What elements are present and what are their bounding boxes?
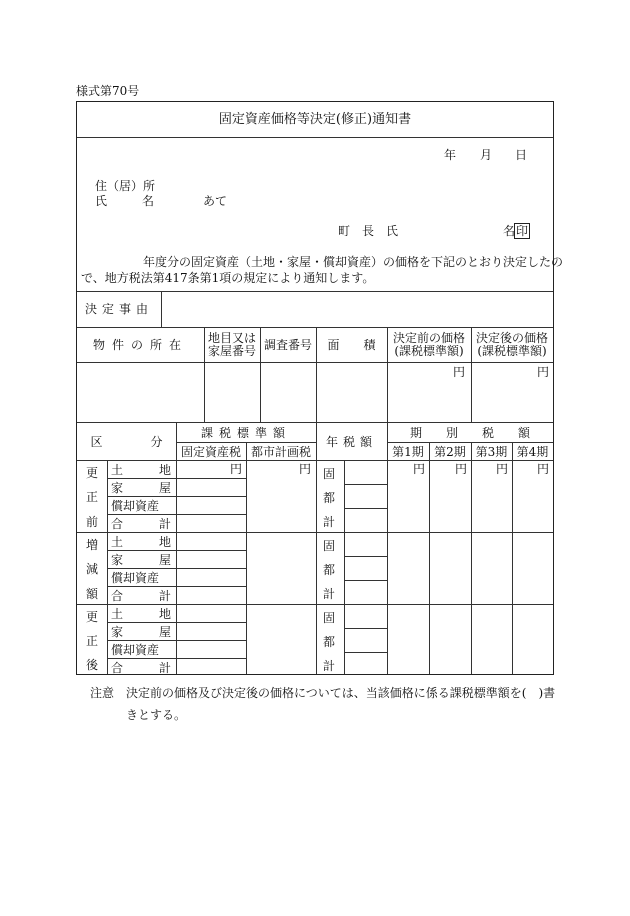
yen-city-tax: 円	[299, 462, 312, 476]
body-line-2: で、地方税法第417条第1項の規定により通知します。	[81, 271, 375, 285]
group-1-label-3: 前	[85, 515, 98, 529]
rule-group-2	[77, 604, 553, 605]
group-3-row-4: 合 計	[111, 661, 172, 675]
group-1-label-2: 正	[85, 490, 98, 504]
rule-prop-body	[77, 422, 553, 423]
group-3-row-3: 償却資産	[111, 643, 160, 657]
date-month: 月	[480, 148, 493, 162]
tax-base-header: 課税標準額	[200, 426, 291, 440]
group-2-label-1: 増	[85, 538, 98, 552]
fixed-tax-header: 固定資産税	[180, 445, 241, 459]
reason-label: 決定事由	[84, 302, 153, 316]
group-3-label-1: 更	[85, 610, 98, 624]
yen-after-price: 円	[537, 365, 550, 379]
group-3-tax-total: 計	[323, 659, 336, 673]
period-4-header: 第4期	[516, 445, 549, 459]
group-1-row-1: 土 地	[111, 463, 172, 477]
group-2-tax-city: 都	[323, 563, 336, 577]
group-2-row-1: 土 地	[111, 535, 172, 549]
ate-text: あて	[203, 194, 228, 208]
group-2-row-4: 合 計	[111, 589, 172, 603]
group-3-row-2: 家 屋	[111, 625, 172, 639]
note-line-2: きとする。	[126, 708, 187, 722]
note-line-1: 注意 決定前の価格及び決定後の価格については、当該価格に係る課税標準額を( )書	[90, 686, 556, 700]
group-1-row-4: 合 計	[111, 517, 172, 531]
notice-form	[76, 101, 564, 675]
group-3-label-2: 正	[85, 634, 98, 648]
document-title: 固定資産価格等決定(修正)通知書	[218, 112, 412, 127]
address-label: 住（居）所	[95, 179, 156, 193]
date-day: 日	[515, 148, 528, 162]
group-3-tax-fixed: 固	[323, 611, 336, 625]
rule-period-split	[387, 442, 553, 443]
before-price-header-2: (課税標準額)	[394, 344, 464, 358]
rule-group-1	[77, 532, 553, 533]
group-3-row-1: 土 地	[111, 607, 172, 621]
periodic-tax-header: 期 別 税 額	[409, 426, 530, 440]
group-2-label-2: 減	[85, 562, 98, 576]
group-2-tax-total: 計	[323, 587, 336, 601]
body-line-1: 年度分の固定資産（土地・家屋・償却資産）の価格を下記のとおり決定したの	[143, 255, 564, 269]
rule-title	[77, 137, 553, 138]
group-2-row-2: 家 屋	[111, 553, 172, 567]
name-label-2: 名	[142, 194, 155, 208]
group-3-tax-city: 都	[323, 635, 336, 649]
issuer-label: 町 長 氏	[338, 224, 399, 238]
form-number: 様式第70号	[76, 84, 140, 98]
group-2-label-3: 額	[85, 587, 98, 601]
yen-fixed-tax: 円	[230, 462, 243, 476]
after-price-header-1: 決定後の価格	[475, 331, 548, 345]
yen-period-1: 円	[413, 462, 426, 476]
yen-period-2: 円	[455, 462, 468, 476]
before-price-header-1: 決定前の価格	[392, 331, 465, 345]
date-year: 年	[444, 148, 457, 162]
yen-period-4: 円	[537, 462, 550, 476]
rule-body	[77, 291, 553, 292]
issuer-name-char: 名	[503, 224, 516, 238]
group-1-tax-city: 都	[323, 491, 336, 505]
chimoku-header-1: 地目又は	[207, 331, 256, 345]
group-2-row-3: 償却資産	[111, 571, 160, 585]
survey-header: 調査番号	[263, 338, 312, 352]
area-header: 面 積	[327, 338, 376, 352]
group-1-row-3: 償却資産	[111, 499, 160, 513]
chimoku-header-2: 家屋番号	[207, 344, 256, 358]
seal-mark: 印	[516, 224, 529, 238]
period-1-header: 第1期	[392, 445, 424, 459]
group-1-row-2: 家 屋	[111, 481, 172, 495]
period-2-header: 第2期	[434, 445, 466, 459]
rule-reason	[77, 327, 553, 328]
kubun-header: 区 分	[90, 435, 163, 449]
group-3-label-3: 後	[85, 658, 98, 672]
yen-period-3: 円	[496, 462, 509, 476]
rule-lower-header	[77, 460, 553, 461]
group-1-label-1: 更	[85, 466, 98, 480]
period-3-header: 第3期	[475, 445, 508, 459]
city-tax-header: 都市計画税	[250, 445, 311, 459]
location-header: 物件の所在	[92, 338, 188, 352]
after-price-header-2: (課税標準額)	[477, 344, 547, 358]
name-label-1: 氏	[95, 194, 108, 208]
rule-reason-label	[161, 291, 162, 327]
annual-tax-header: 年税額	[325, 435, 377, 449]
group-1-tax-total: 計	[323, 515, 336, 529]
rule-prop-header	[77, 362, 553, 363]
yen-before-price: 円	[453, 365, 466, 379]
group-1-tax-fixed: 固	[323, 467, 336, 481]
group-2-tax-fixed: 固	[323, 539, 336, 553]
